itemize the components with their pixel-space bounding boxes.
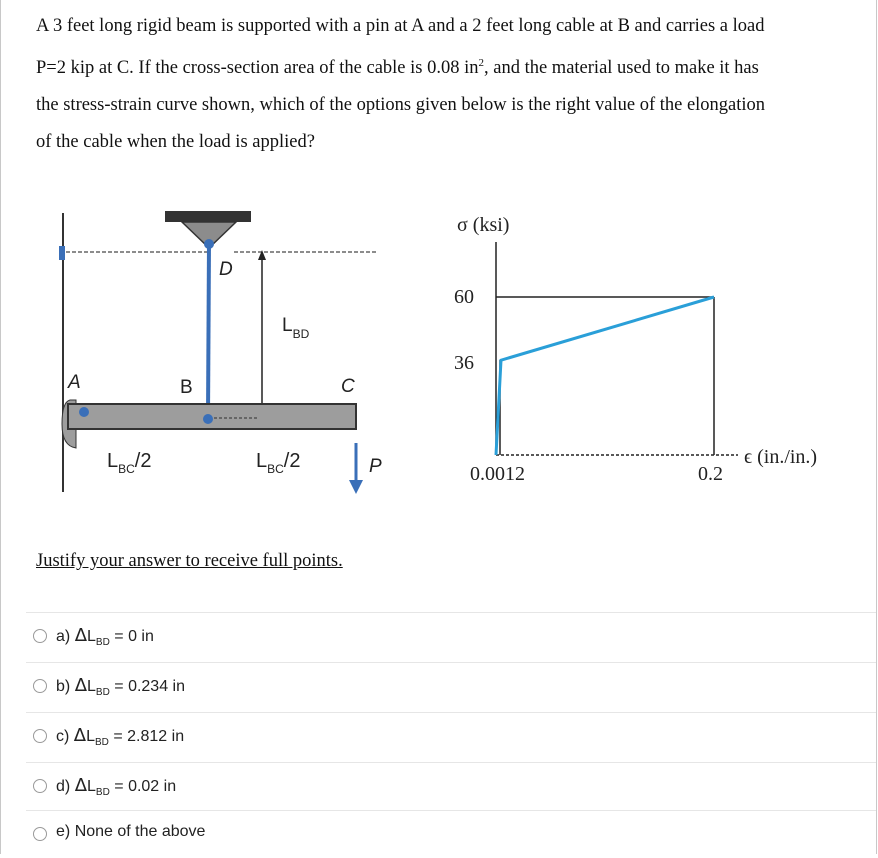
justify-instruction: Justify your answer to receive full points.: [36, 551, 343, 571]
lbd-label-sub: BD: [292, 327, 310, 341]
radio-option-a[interactable]: [33, 629, 47, 643]
lbc-left-l: L: [107, 450, 119, 472]
cable-bd: [208, 243, 209, 418]
label-p: P: [369, 456, 382, 477]
beam-diagram: [59, 211, 382, 494]
lbc-right-tail: /2: [283, 450, 301, 472]
radio-option-e[interactable]: [33, 827, 47, 841]
option-d-l: L: [87, 778, 96, 795]
delta-icon: Δ: [74, 675, 88, 696]
option-b-sub: BD: [95, 687, 110, 699]
question-line-4: of the cable when the load is applied?: [36, 132, 315, 153]
option-d[interactable]: [0, 762, 876, 810]
option-separator: [26, 810, 876, 811]
option-c-label[interactable]: [56, 725, 184, 748]
y-tick-36: 36: [454, 352, 474, 374]
wall-marker: [59, 246, 65, 260]
option-c-prefix: c): [56, 728, 70, 745]
label-c: C: [341, 376, 355, 397]
question-line-2-pre: P=2 kip at C. If the cross-section area of the cable is 0.08 in: [36, 58, 479, 79]
option-b-l: L: [87, 678, 96, 695]
option-d-value: = 0.02 in: [109, 778, 177, 795]
option-separator: [26, 612, 876, 613]
label-d: D: [219, 259, 233, 280]
lbd-label: [282, 315, 310, 341]
option-d-prefix: d): [56, 778, 71, 795]
label-a: A: [68, 372, 81, 393]
option-b-label[interactable]: [56, 675, 185, 698]
pin-d: [204, 239, 214, 249]
load-p-arrowhead: [349, 480, 363, 494]
x-tick-0.0012: 0.0012: [470, 463, 525, 485]
option-a[interactable]: [0, 612, 876, 660]
lbc-left-sub: BC: [118, 462, 135, 476]
option-e[interactable]: [0, 810, 876, 858]
option-c-sub: BD: [95, 737, 109, 749]
option-e-prefix: e): [56, 823, 71, 840]
option-a-sub: BD: [95, 637, 110, 649]
question-line-2-sup: 2: [478, 57, 484, 69]
pin-a: [79, 407, 89, 417]
option-b-value: = 0.234 in: [109, 678, 185, 695]
option-b-prefix: b): [56, 678, 71, 695]
stress-strain-chart: [454, 214, 817, 485]
lbc-right-label: [256, 450, 300, 476]
y-tick-60: 60: [454, 286, 474, 308]
label-b: B: [180, 377, 193, 398]
option-a-prefix: a): [56, 628, 71, 645]
radio-option-b[interactable]: [33, 679, 47, 693]
option-a-l: L: [87, 628, 96, 645]
option-c[interactable]: [0, 712, 876, 760]
option-c-value: = 2.812 in: [108, 728, 185, 745]
ceiling-support: [165, 211, 251, 222]
question-line-2-post: , and the material used to make it has: [484, 58, 759, 79]
lbd-label-l: L: [282, 315, 293, 336]
x-tick-0.2: 0.2: [698, 463, 723, 485]
delta-icon: Δ: [74, 775, 88, 796]
lbc-right-l: L: [256, 450, 268, 472]
option-a-label[interactable]: [56, 625, 154, 648]
radio-option-c[interactable]: [33, 729, 47, 743]
delta-icon: Δ: [73, 725, 87, 746]
option-b[interactable]: [0, 662, 876, 710]
option-separator: [26, 662, 876, 663]
option-e-text: None of the above: [74, 823, 206, 840]
option-e-label[interactable]: [56, 823, 205, 841]
pin-b: [203, 414, 213, 424]
question-line-3: the stress-strain curve shown, which of the options given below is the right value of the elongation: [36, 95, 766, 116]
lbc-left-tail: /2: [134, 450, 152, 472]
question-line-1: A 3 feet long rigid beam is supported with a pin at A and a 2 feet long cable at B and carries a load: [36, 16, 765, 36]
option-d-sub: BD: [95, 787, 110, 799]
lbc-left-label: [107, 450, 151, 476]
stress-strain-curve: [496, 297, 714, 455]
x-axis-label: ϵ (in./in.): [744, 446, 818, 468]
y-axis-label: σ (ksi): [457, 214, 510, 236]
option-separator: [26, 712, 876, 713]
delta-icon: Δ: [74, 625, 88, 646]
radio-option-d[interactable]: [33, 779, 47, 793]
option-d-label[interactable]: [56, 775, 176, 798]
option-c-l: L: [86, 728, 96, 745]
option-a-value: = 0 in: [109, 628, 154, 645]
option-separator: [26, 762, 876, 763]
lbc-right-sub: BC: [267, 462, 284, 476]
